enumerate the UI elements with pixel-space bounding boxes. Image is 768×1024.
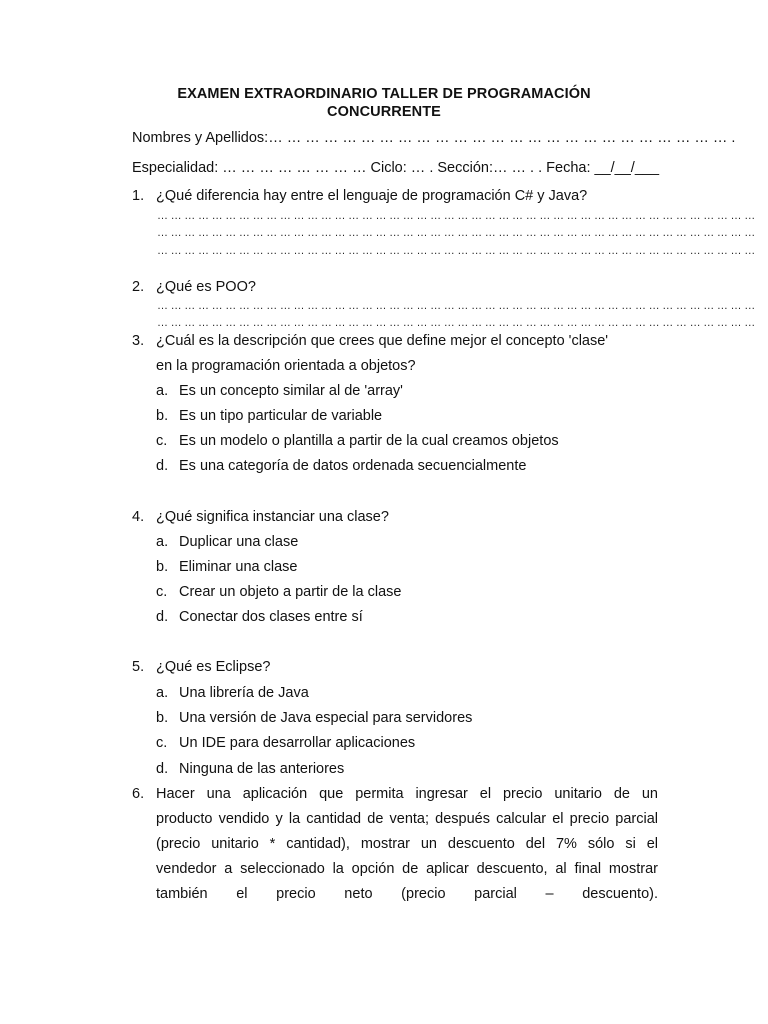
option-letter: d. bbox=[156, 609, 169, 625]
option-text: Es un modelo o plantilla a partir de la cual creamos objetos bbox=[179, 433, 559, 449]
question-3-number: 3. bbox=[132, 333, 145, 349]
option-text: Es un tipo particular de variable bbox=[179, 408, 383, 424]
answer-dots-line: … … … … … … … … … … … … … … … … … … … … … … … … … … … … … … … … … … … … … … … … … … … … bbox=[157, 245, 756, 257]
option-letter: b. bbox=[156, 559, 169, 575]
question-6-text-line: vendedor a seleccionado la opción de aplicar descuento, al final mostrar bbox=[156, 861, 658, 877]
question-6-number: 6. bbox=[132, 786, 145, 802]
exam-title-line-1: EXAMEN EXTRAORDINARIO TALLER DE PROGRAMACIÓN bbox=[177, 86, 591, 102]
option-text: Conectar dos clases entre sí bbox=[179, 609, 363, 625]
question-6-text-line: Hacer una aplicación que permita ingresar el precio unitario de un bbox=[156, 786, 658, 802]
option-text: Una versión de Java especial para servidores bbox=[179, 710, 473, 726]
question-6-text-line: producto vendido y la cantidad de venta; después calcular el precio parcial bbox=[156, 811, 658, 827]
option-letter: b. bbox=[156, 710, 169, 726]
question-6-text-line: también el precio neto (precio parcial – descuento). bbox=[156, 886, 658, 902]
question-3-text-line-1: ¿Cuál es la descripción que crees que define mejor el concepto 'clase' bbox=[156, 333, 609, 349]
question-2-number: 2. bbox=[132, 279, 145, 295]
option-letter: a. bbox=[156, 534, 169, 550]
question-2-text: ¿Qué es POO? bbox=[156, 279, 256, 295]
option-text: Es un concepto similar al de 'array' bbox=[179, 383, 403, 399]
names-field-line: Nombres y Apellidos:… … … … … … … … … … … … … … … … … … … … … … … … … . bbox=[132, 130, 736, 146]
question-4-number: 4. bbox=[132, 509, 145, 525]
option-text: Es una categoría de datos ordenada secuencialmente bbox=[179, 458, 527, 474]
option-letter: d. bbox=[156, 761, 169, 777]
option-text: Un IDE para desarrollar aplicaciones bbox=[179, 735, 416, 751]
option-letter: d. bbox=[156, 458, 169, 474]
option-text: Crear un objeto a partir de la clase bbox=[179, 584, 402, 600]
option-text: Una librería de Java bbox=[179, 685, 309, 701]
answer-dots-line: … … … … … … … … … … … … … … … … … … … … … … … … … … … … … … … … … … … … … … … … … … … … bbox=[157, 210, 756, 222]
question-6-text-line: (precio unitario * cantidad), mostrar un descuento del 7% sólo si el bbox=[156, 836, 658, 852]
option-letter: c. bbox=[156, 735, 168, 751]
question-4-text: ¿Qué significa instanciar una clase? bbox=[156, 509, 389, 525]
question-1-number: 1. bbox=[132, 188, 145, 204]
question-1-text: ¿Qué diferencia hay entre el lenguaje de programación C# y Java? bbox=[156, 188, 588, 204]
answer-dots-line: … … … … … … … … … … … … … … … … … … … … … … … … … … … … … … … … … … … … … … … … … … … … bbox=[157, 317, 756, 329]
option-letter: a. bbox=[156, 685, 169, 701]
option-text: Duplicar una clase bbox=[179, 534, 299, 550]
answer-dots-line: … … … … … … … … … … … … … … … … … … … … … … … … … … … … … … … … … … … … … … … … … … … … bbox=[157, 300, 756, 312]
question-3-text-line-2: en la programación orientada a objetos? bbox=[156, 358, 416, 374]
answer-dots-line: … … … … … … … … … … … … … … … … … … … … … … … … … … … … … … … … … … … … … … … … … … … … bbox=[157, 227, 756, 239]
specialty-field-line: Especialidad: … … … … … … … … Ciclo: … . Sección:… … . . Fecha: __/__/___ bbox=[132, 160, 660, 176]
option-text: Ninguna de las anteriores bbox=[179, 761, 345, 777]
option-letter: c. bbox=[156, 584, 168, 600]
question-5-text: ¿Qué es Eclipse? bbox=[156, 659, 271, 675]
exam-title-line-2: CONCURRENTE bbox=[327, 104, 441, 120]
option-letter: a. bbox=[156, 383, 169, 399]
option-text: Eliminar una clase bbox=[179, 559, 298, 575]
option-letter: c. bbox=[156, 433, 168, 449]
option-letter: b. bbox=[156, 408, 169, 424]
question-5-number: 5. bbox=[132, 659, 145, 675]
